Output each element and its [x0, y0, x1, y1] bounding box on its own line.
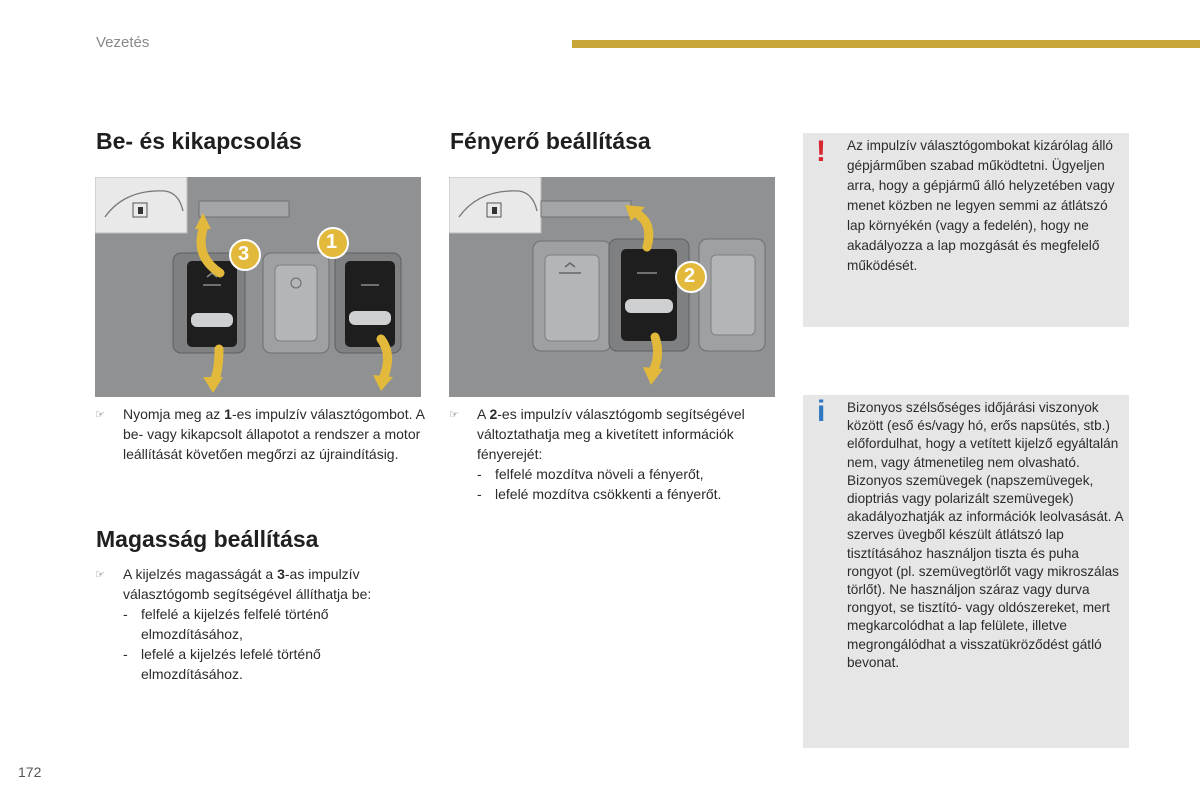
bullet-icon: ☞ [95, 409, 105, 421]
height-bullet: ☞ A kijelzés magasságát a 3-as impulzív választógomb segítségével állíthatja be: - felfelé a kijelzés felfelé történő elmozdításához, - lefelé a kijelzés lefelé történő elmozdításához. [95, 564, 425, 684]
brightness-bullet: ☞ A 2-es impulzív választógomb segítségével változtathatja meg a kivetített információk fényerejét: - felfelé mozdítva növeli a fényerőt, - lefelé mozdítva csökkenti a fényerőt. [449, 404, 779, 504]
section-title-brightness: Fényerő beállítása [450, 128, 651, 154]
list-item: - felfelé mozdítva növeli a fényerőt, [477, 466, 704, 482]
list-item: - lefelé mozdítva csökkenti a fényerőt. [477, 486, 722, 502]
section-title-onoff: Be- és kikapcsolás [96, 128, 302, 154]
bullet-icon: ☞ [449, 409, 459, 421]
callout-3-label: 3 [238, 243, 250, 265]
warning-text: Az impulzív választógombokat kizárólag álló gépjárműben szabad működtetni. Ügyeljen arra, hogy a gépjármű álló helyzetében vagy menet közben ne legyen semmi az átlátszó lap környékén (vagy a fedelén), hogy ne akadályozza a lap mozgását és megfelelő működését. [847, 138, 1115, 273]
exclamation-icon: ! [816, 135, 826, 168]
header-accent-bar [572, 40, 1200, 48]
bullet-icon: ☞ [95, 569, 105, 581]
onoff-bullet: ☞ Nyomja meg az 1-es impulzív választógombot. A be- vagy kikapcsolt állapotot a rendszer a motor leállítását követően megőrzi az újraindításig. [95, 406, 425, 462]
callout-2-label: 2 [684, 265, 696, 287]
figure-brightness-controls [449, 177, 775, 397]
controls-illustration [95, 177, 421, 397]
section-title-height: Magasság beállítása [96, 526, 319, 552]
info-text: Bizonyos szélsőséges időjárási viszonyok között (eső és/vagy hó, erős napsütés, stb.) előfordulhat, hogy a vetített kijelző egyáltalán nem, vagy átmenetileg nem olvasható. Bizonyos szemüvegek (napszemüvegek, dioptriás vagy polarizált szemüvegek) akadályozhatják az információk leolvasását. A szerves üvegből készült átlátszó lap tisztításához használjon tiszta és puha rongyot (pl. szemüvegtörlőt vagy mikroszálas törlőt). Ne használjon száraz vagy durva rongyot, se tisztító- vagy oldószereket, mert megkarcolódhat a lap felülete, illetve megrongálódhat a visszatükröződést gátló bevonat. [847, 400, 1123, 670]
list-item: - lefelé a kijelzés lefelé történő elmozdításához. [123, 646, 321, 682]
info-icon: i [817, 395, 826, 428]
info-box [803, 395, 1129, 748]
list-item: - felfelé a kijelzés felfelé történő elmozdításához, [123, 606, 329, 642]
figure-onoff-controls [95, 177, 421, 397]
page-number: 172 [18, 764, 42, 780]
chapter-title: Vezetés [96, 34, 150, 51]
callout-1-label: 1 [326, 231, 338, 253]
controls-illustration [449, 177, 775, 397]
warning-box [803, 133, 1129, 327]
